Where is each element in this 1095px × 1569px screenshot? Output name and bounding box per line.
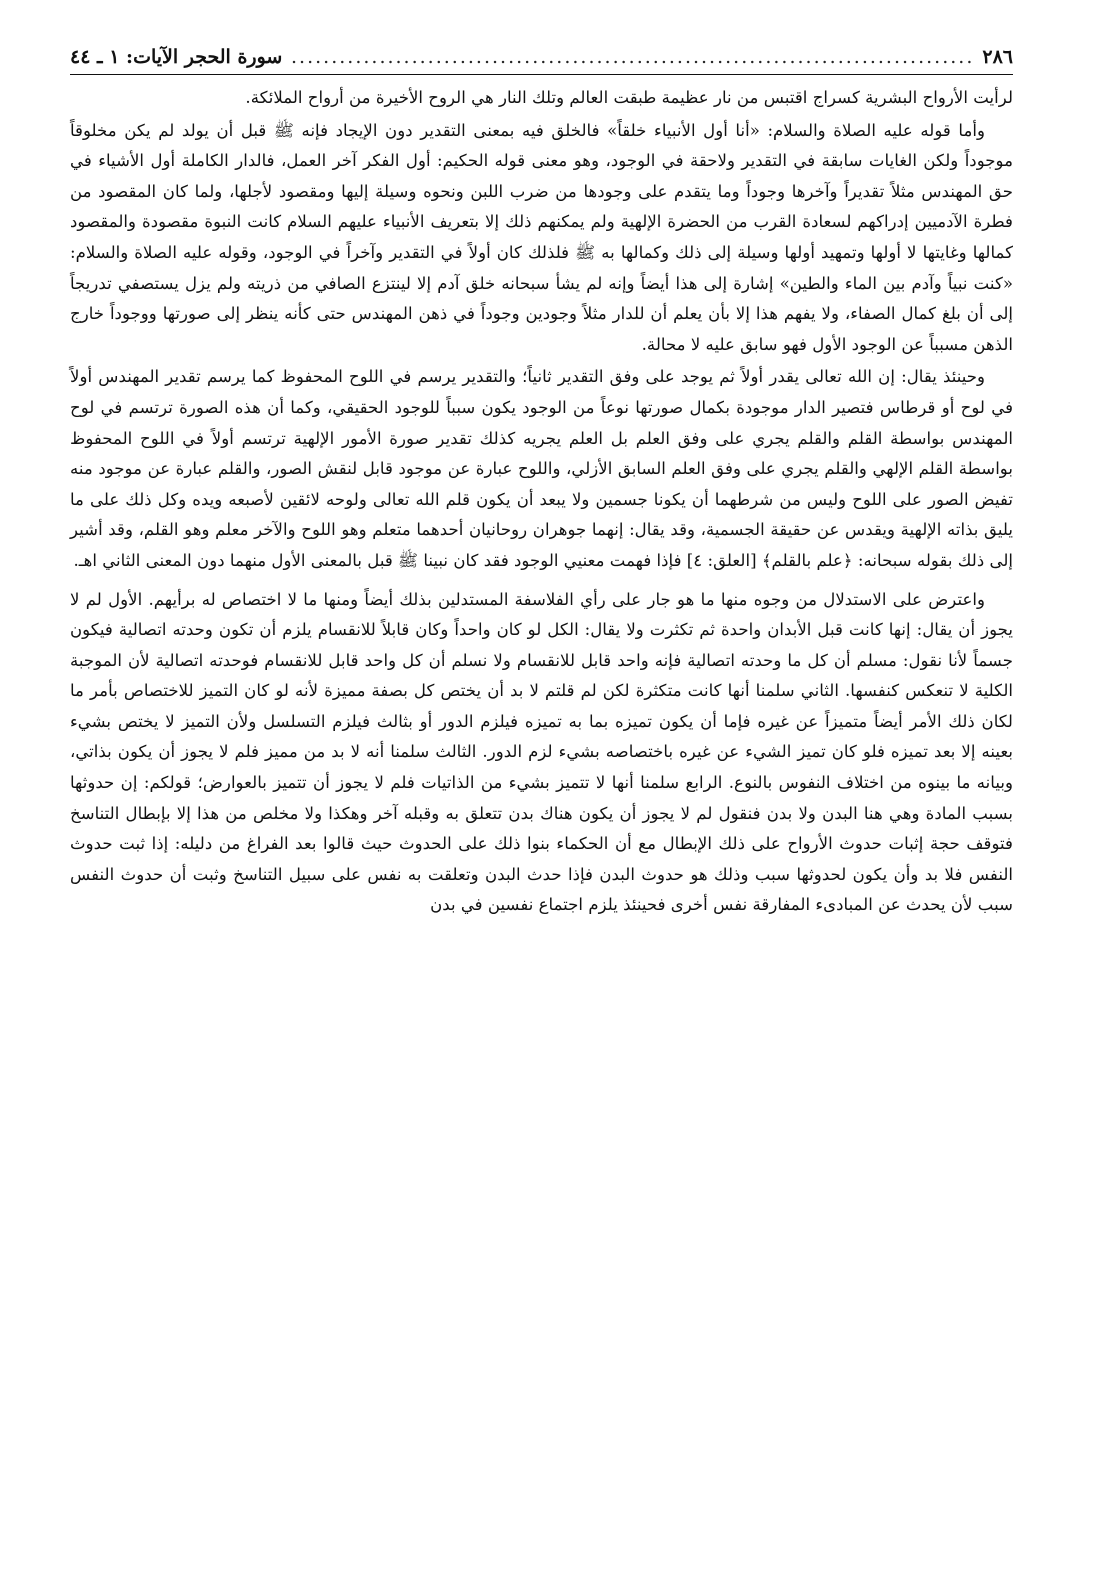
page-number: ٢٨٦ bbox=[982, 46, 1013, 68]
page-header bbox=[70, 40, 1013, 75]
paragraph-continuation: لرأيت الأرواح البشرية كسراج اقتبس من نار عظيمة طبقت العالم وتلك النار هي الروح الأخيرة من أرواح الملائكة. bbox=[245, 88, 1013, 107]
page-body bbox=[70, 83, 1013, 921]
running-title: سورة الحجر الآيات: ١ ـ ٤٤ bbox=[70, 46, 283, 68]
header-leader-dots bbox=[290, 46, 974, 68]
paragraph: وحينئذ يقال: إن الله تعالى يقدر أولاً ثم يوجد على وفق التقدير ثانياً؛ والتقدير يرسم في اللوح المحفوظ كما يرسم تقدير المهندس أولاً في لوح أو قرطاس فتصير الدار موجودة بكمال صورتها نوعاً من الوجود يكون سبباً للوجود الحقيقي، وكما أن هذه الصورة ترتسم في لوح المهندس بواسطة القلم والقلم يجري على وفق العلم بل العلم يجريه كذلك تقدير صورة الأمور الإلهية ترتسم أولاً في اللوح المحفوظ بواسطة القلم الإلهي والقلم يجري على وفق العلم السابق الأزلي، واللوح عبارة عن موجود قابل لنقش الصور، والقلم عبارة عن موجود منه تفيض الصور على اللوح وليس من شرطهما أن يكونا جسمين ولا يبعد أن يكون قلم الله تعالى ولوحه لائقين لأصبعه ويده وكل ذلك على ما يليق بذاته الإلهية ويقدس عن حقيقة الجسمية، وقد يقال: إنهما جوهران روحانيان أحدهما متعلم وهو اللوح والآخر معلم وهو القلم، وقد أشير إلى ذلك بقوله سبحانه: ﴿علم بالقلم﴾ [العلق: ٤] فإذا فهمت معنيي الوجود فقد كان نبينا ﷺ قبل بالمعنى الأول منهما دون المعنى الثاني اهـ. bbox=[70, 367, 1013, 570]
paragraph: وأما قوله عليه الصلاة والسلام: «أنا أول الأنبياء خلقاً» فالخلق فيه بمعنى التقدير دون الإيجاد فإنه ﷺ قبل أن يولد لم يكن مخلوقاً موجوداً ولكن الغايات سابقة في التقدير ولاحقة في الوجود، وهو معنى قوله الحكيم: أول الفكر آخر العمل، فالدار الكاملة أول الأشياء في حق المهندس مثلاً تقديراً وآخرها وجوداً وما يتقدم على وجودها من ضرب اللبن ونحوه وسيلة إليها ومقصود لأجلها، ولما كان المقصود من فطرة الآدميين إدراكهم لسعادة القرب من الحضرة الإلهية ولم يمكنهم ذلك إلا بتعريف الأنبياء عليهم السلام كانت النبوة مقصودة والمقصود كمالها وغايتها لا أولها وتمهيد أولها وسيلة إلى ذلك وكمالها به ﷺ فلذلك كان أولاً في التقدير وآخراً في الوجود، وقوله عليه الصلاة والسلام: «كنت نبياً وآدم بين الماء والطين» إشارة إلى هذا أيضاً وإنه لم يشأ سبحانه خلق آدم إلا لينتزع الصافي من ذريته ولم يزل يستصفي تدريجاً إلى أن بلغ كمال الصفاء، ولا يفهم هذا إلا بأن يعلم أن للدار مثلاً وجودين وجوداً في ذهن المهندس حتى كأنه ينظر إلى صورتها ووجوداً خارج الذهن مسبباً عن الوجود الأول فهو سابق عليه لا محالة. bbox=[70, 120, 1013, 354]
paragraph: واعترض على الاستدلال من وجوه منها ما هو جار على رأي الفلاسفة المستدلين بذلك أيضاً ومنها ما لا اختصاص له برأيهم. الأول لم لا يجوز أن يقال: إنها كانت قبل الأبدان واحدة ثم تكثرت ولا يقال: الكل لو كان واحداً وكان قابلاً للانقسام يلزم أن تكون وحدته اتصالية فيكون جسماً لأنا نقول: مسلم أن كل ما وحدته اتصالية فإنه واحد قابل للانقسام ولا نسلم أن كل واحد قابل للانقسام فوحدته اتصالية لأن الموجبة الكلية لا تنعكس كنفسها. الثاني سلمنا أنها كانت متكثرة لكن لم قلتم لا بد أن يختص كل بصفة مميزة لأنه لو كان التميز للاختصاص بأمر ما لكان ذلك الأمر أيضاً متميزاً عن غيره فإما أن يكون تميزه بما به تميزه فيلزم الدور أو بثالث فيلزم التسلسل ولأن التميز لا يختص بشيء بعينه إلا بعد تميزه فلو كان تميز الشيء عن غيره باختصاصه بشيء لزم الدور. الثالث سلمنا أنه لا بد من مميز فلم لا يجوز أن يكون بذاتي، وبيانه ما بينوه من اختلاف النفوس بالنوع. الرابع سلمنا أنها لا تتميز بشيء من الذاتيات فلم لا يجوز أن تتميز بالعوارض؛ قولكم: إن حدوثها بسبب المادة وهي هنا البدن ولا بدن فنقول لم لا يجوز أن يكون هناك بدن تتعلق به وقبله آخر وهكذا ولا مخلص من هذا إلا بإبطال التناسخ فتوقف حجة إثبات حدوث الأرواح على ذلك الإبطال مع أن الحكماء بنوا ذلك على الحدوث حيث قالوا بعد الفراغ من دليله: إذا ثبت حدوث النفس فلا بد وأن يكون لحدوثها سبب وذلك هو حدوث البدن فإذا حدث البدن وتعلقت به نفس على سبيل التناسخ وثبت أن حدوث النفس سبب لأن يحدث عن المبادىء المفارقة نفس أخرى فحينئذ يلزم اجتماع نفسين في بدن bbox=[70, 589, 1013, 915]
book-page bbox=[70, 40, 1013, 1549]
